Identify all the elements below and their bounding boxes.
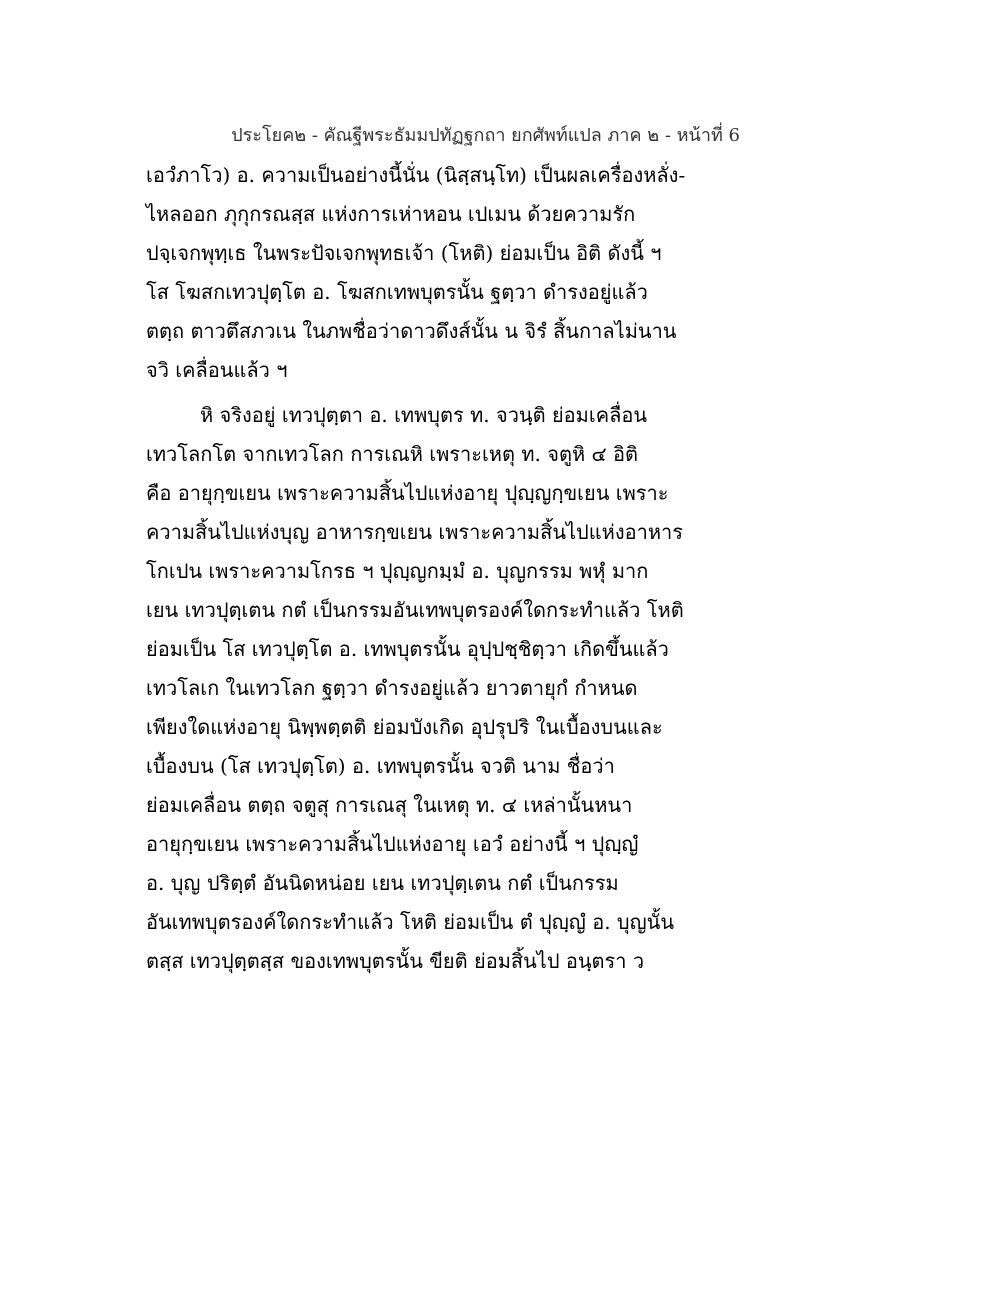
- text-line: เบื้องบน (โส เทวปุตฺโต) อ. เทพบุตรนั้น จวติ นาม ชื่อว่า: [146, 754, 615, 778]
- text-line: เยน เทวปุตฺเตน กตํ เป็นกรรมอันเทพบุตรองค์ใดกระทำแล้ว โหติ: [146, 598, 684, 622]
- text-line: ตตฺถ ตาวตึสภวเน ในภพชื่อว่าดาวดึงส์นั้น น จิรํ สิ้นกาลไม่นาน: [146, 319, 677, 343]
- text-line: เทวโลเก ในเทวโลก ฐตฺวา ดำรงอยู่แล้ว ยาวตายุกํ กำหนด: [146, 676, 638, 700]
- text-line: หิ จริงอยู่ เทวปุตฺตา อ. เทพบุตร ท. จวนฺติ ย่อมเคลื่อน: [200, 403, 648, 427]
- body-text: [146, 156, 706, 981]
- paragraph-1: [146, 156, 706, 390]
- text-line: เอวํภาโว) อ. ความเป็นอย่างนี้นั่น (นิสฺสนฺโท) เป็นผลเครื่องหลั่ง-: [146, 163, 686, 187]
- text-line: เพียงใดแห่งอายุ นิพฺพตฺตติ ย่อมบังเกิด อุปรุปริ ในเบื้องบนและ: [146, 715, 663, 739]
- text-line: จวิ เคลื่อนแล้ว ฯ: [146, 358, 288, 382]
- text-line: โส โฆสกเทวปุตฺโต อ. โฆสกเทพบุตรนั้น ฐตฺวา ดำรงอยู่แล้ว: [146, 280, 648, 304]
- text-line: ไหลออก ภุกุกรณสฺส แห่งการเห่าหอน เปเมน ด้วยความรัก: [146, 202, 636, 226]
- text-line: ความสิ้นไปแห่งบุญ อาหารกฺขเยน เพราะความสิ้นไปแห่งอาหาร: [146, 520, 683, 544]
- text-line: อ. บุญ ปริตฺตํ อันนิดหน่อย เยน เทวปุตฺเตน กตํ เป็นกรรม: [146, 871, 619, 895]
- text-line: ย่อมเป็น โส เทวปุตฺโต อ. เทพบุตรนั้น อุปฺปชฺชิตฺวา เกิดขึ้นแล้ว: [146, 637, 669, 661]
- text-line: ตสฺส เทวปุตฺตสฺส ของเทพบุตรนั้น ขียติ ย่อมสิ้นไป อนฺตรา ว: [146, 949, 645, 973]
- text-line: ปจฺเจกพุทฺเธ ในพระปัจเจกพุทธเจ้า (โหติ) ย่อมเป็น อิติ ดังนี้ ฯ: [146, 241, 662, 265]
- text-line: อันเทพบุตรองค์ใดกระทำแล้ว โหติ ย่อมเป็น ตํ ปุญฺญํ อ. บุญนั้น: [146, 910, 674, 934]
- text-line: เทวโลกโต จากเทวโลก การเณหิ เพราะเหตุ ท. จตูหิ ๔ อิติ: [146, 442, 638, 466]
- text-line: ย่อมเคลื่อน ตตฺถ จตูสุ การเณสุ ในเหตุ ท. ๔ เหล่านั้นหนา: [146, 793, 633, 817]
- running-header: ประโยค๒ - คัณฐีพระธัมมปทัฏฐกถา ยกศัพท์แปล ภาค ๒ - หน้าที่ 6: [231, 125, 740, 146]
- text-line: โกเปน เพราะความโกรธ ฯ ปุญฺญกมฺมํ อ. บุญกรรม พหุํ มาก: [146, 559, 649, 583]
- paragraph-2: [146, 396, 706, 981]
- text-line: คือ อายุกฺขเยน เพราะความสิ้นไปแห่งอายุ ปุญฺญกฺขเยน เพราะ: [146, 481, 669, 505]
- text-line: อายุกฺขเยน เพราะความสิ้นไปแห่งอายุ เอวํ อย่างนี้ ฯ ปุญฺญํ: [146, 832, 639, 856]
